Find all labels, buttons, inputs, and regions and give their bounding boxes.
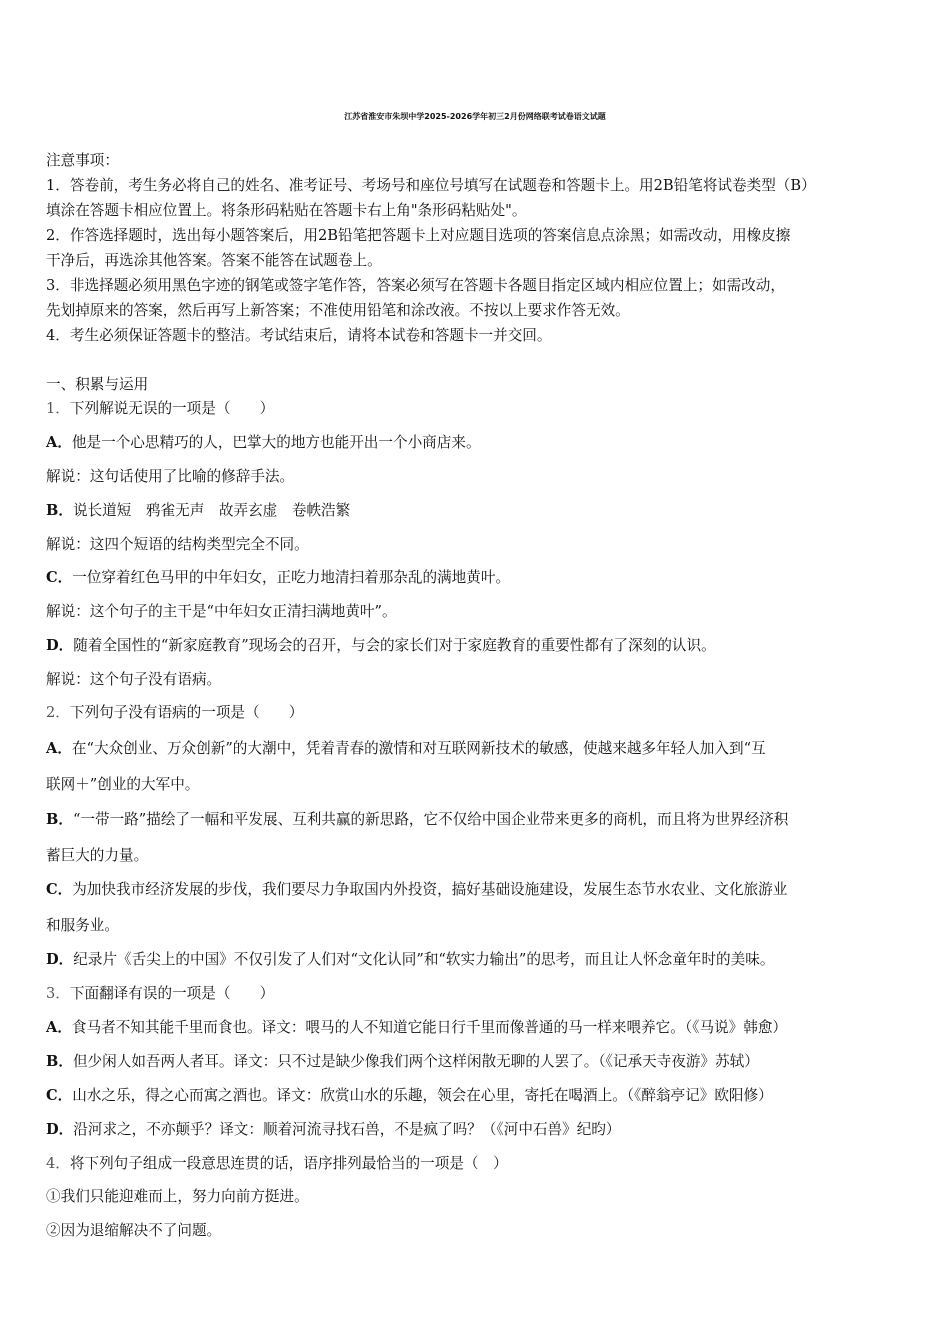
question-4-stem — [46, 1154, 508, 1174]
q1-option-b — [46, 501, 350, 521]
q1-option-c-explanation: 解说：这个句子的主干是“中年妇女正清扫满地黄叶”。 — [46, 603, 397, 620]
q3-option-a-text: 食马者不知其能千里而食也。译文：喂马的人不知道它能日行千里而像普通的马一样来喂养它。（《马说》韩愈） — [71, 1019, 788, 1036]
q3-option-d-text: 沿河求之，不亦颠乎？译文：顺着河流寻找石兽，不是疯了吗？（《河中石兽》纪昀） — [73, 1121, 621, 1138]
q2-option-c-label: C． — [46, 881, 73, 898]
question-3-stem — [46, 984, 274, 1004]
q1-option-c-label: C． — [46, 569, 73, 586]
q2-option-b-label: B． — [46, 811, 73, 828]
question-4-text: 将下列句子组成一段意思连贯的话，语序排列最恰当的一项是（ ） — [69, 1155, 508, 1172]
question-4-number: 4． — [46, 1155, 70, 1172]
q3-option-c — [46, 1086, 773, 1106]
question-1-stem — [46, 399, 274, 419]
q1-option-a-explanation: 解说：这句话使用了比喻的修辞手法。 — [46, 468, 295, 485]
q2-option-d-text: 纪录片《舌尖上的中国》不仅引发了人们对“文化认同”和“软实力输出”的思考，而且让人怀念童年时的美味。 — [73, 951, 775, 968]
q3-option-d-label: D． — [46, 1121, 74, 1138]
question-1-number: 1． — [46, 400, 70, 417]
q3-option-b-text: 但少闲人如吾两人者耳。译文：只不过是缺少像我们两个这样闲散无聊的人罢了。（《记承天寺夜游》苏轼） — [72, 1053, 759, 1070]
notice-line-7: 4．考生必须保证答题卡的整洁。考试结束后，请将本试卷和答题卡一并交回。 — [46, 327, 552, 344]
q1-option-c-text: 一位穿着红色马甲的中年妇女，正吃力地清扫着那杂乱的满地黄叶。 — [72, 569, 511, 586]
q2-option-a-cont: 联网＋”创业的大军中。 — [46, 776, 200, 793]
q2-option-b-cont: 蓄巨大的力量。 — [46, 847, 149, 864]
question-3-text: 下面翻译有误的一项是（ ） — [69, 985, 275, 1002]
q1-option-a — [46, 433, 481, 453]
page-title: 江苏省淮安市朱坝中学2025-2026学年初三2月份网络联考试卷语文试题 — [344, 112, 606, 121]
notice-line-4: 干净后，再选涂其他答案。答案不能答在试题卷上。 — [46, 252, 382, 269]
q2-option-c-cont: 和服务业。 — [46, 917, 119, 934]
q3-option-c-label: C． — [46, 1087, 73, 1104]
q2-option-b — [46, 810, 788, 830]
question-2-stem — [46, 703, 303, 723]
q2-option-c — [46, 880, 787, 900]
q3-option-a — [46, 1018, 787, 1038]
q2-option-a — [46, 739, 766, 759]
q2-option-d-label: D． — [46, 951, 74, 968]
q2-option-a-label: A． — [46, 740, 72, 757]
q2-option-a-text-1: 在“大众创业、万众创新”的大潮中，凭着青春的激情和对互联网新技术的敏感，使越来越多年轻人加入到“互 — [71, 740, 766, 757]
notice-line-1: 1．答卷前，考生务必将自己的姓名、准考证号、考场号和座位号填写在试题卷和答题卡上。用2B铅笔将试卷类型（B） — [46, 177, 816, 194]
section-heading: 一、积累与运用 — [46, 376, 149, 393]
q3-option-b — [46, 1052, 759, 1072]
q3-option-a-label: A． — [46, 1019, 72, 1036]
q1-option-d-label: D． — [46, 637, 74, 654]
notice-line-6: 先划掉原来的答案，然后再写上新答案；不准使用铅笔和涂改液。不按以上要求作答无效。 — [46, 302, 630, 319]
q2-option-d — [46, 950, 774, 970]
q1-option-a-label: A． — [46, 434, 72, 451]
q1-option-b-explanation: 解说：这四个短语的结构类型完全不同。 — [46, 536, 309, 553]
q3-option-c-text: 山水之乐，得之心而寓之酒也。译文：欣赏山水的乐趣，领会在心里，寄托在喝酒上。（《醉翁亭记》欧阳修） — [72, 1087, 773, 1104]
notice-line-3: 2．作答选择题时，选出每小题答案后，用2B铅笔把答题卡上对应题目选项的答案信息点涂黑；如需改动，用橡皮擦 — [46, 227, 791, 244]
q1-option-b-label: B． — [46, 502, 73, 519]
q4-sentence-1: ①我们只能迎难而上，努力向前方挺进。 — [46, 1188, 309, 1205]
question-2-number: 2． — [46, 704, 70, 721]
question-1-text: 下列解说无误的一项是（ ） — [69, 400, 275, 417]
notice-line-2: 填涂在答题卡相应位置上。将条形码粘贴在答题卡右上角"条形码粘贴处"。 — [46, 202, 527, 219]
notice-heading: 注意事项： — [46, 152, 119, 169]
q4-sentence-2: ②因为退缩解决不了问题。 — [46, 1222, 222, 1239]
q1-option-d — [46, 636, 716, 656]
q1-option-a-text: 他是一个心思精巧的人，巴掌大的地方也能开出一个小商店来。 — [71, 434, 481, 451]
q1-option-b-text: 说长道短 鸦雀无声 故弄玄虚 卷帙浩繁 — [72, 502, 351, 519]
question-3-number: 3． — [46, 985, 70, 1002]
notice-line-5: 3．非选择题必须用黑色字迹的钢笔或签字笔作答，答案必须写在答题卡各题目指定区域内相应位置上；如需改动， — [46, 277, 785, 294]
q3-option-d — [46, 1120, 621, 1140]
q2-option-c-text-1: 为加快我市经济发展的步伐，我们要尽力争取国内外投资，搞好基础设施建设，发展生态节水农业、文化旅游业 — [72, 881, 788, 898]
q3-option-b-label: B． — [46, 1053, 73, 1070]
q2-option-b-text-1: “一带一路”描绘了一幅和平发展、互利共赢的新思路，它不仅给中国企业带来更多的商机，而且将为世界经济积 — [72, 811, 789, 828]
q1-option-c — [46, 568, 510, 588]
q1-option-d-text: 随着全国性的“新家庭教育”现场会的召开，与会的家长们对于家庭教育的重要性都有了深刻的认识。 — [73, 637, 716, 654]
question-2-text: 下列句子没有语病的一项是（ ） — [69, 704, 304, 721]
q1-option-d-explanation: 解说：这个句子没有语病。 — [46, 671, 222, 688]
